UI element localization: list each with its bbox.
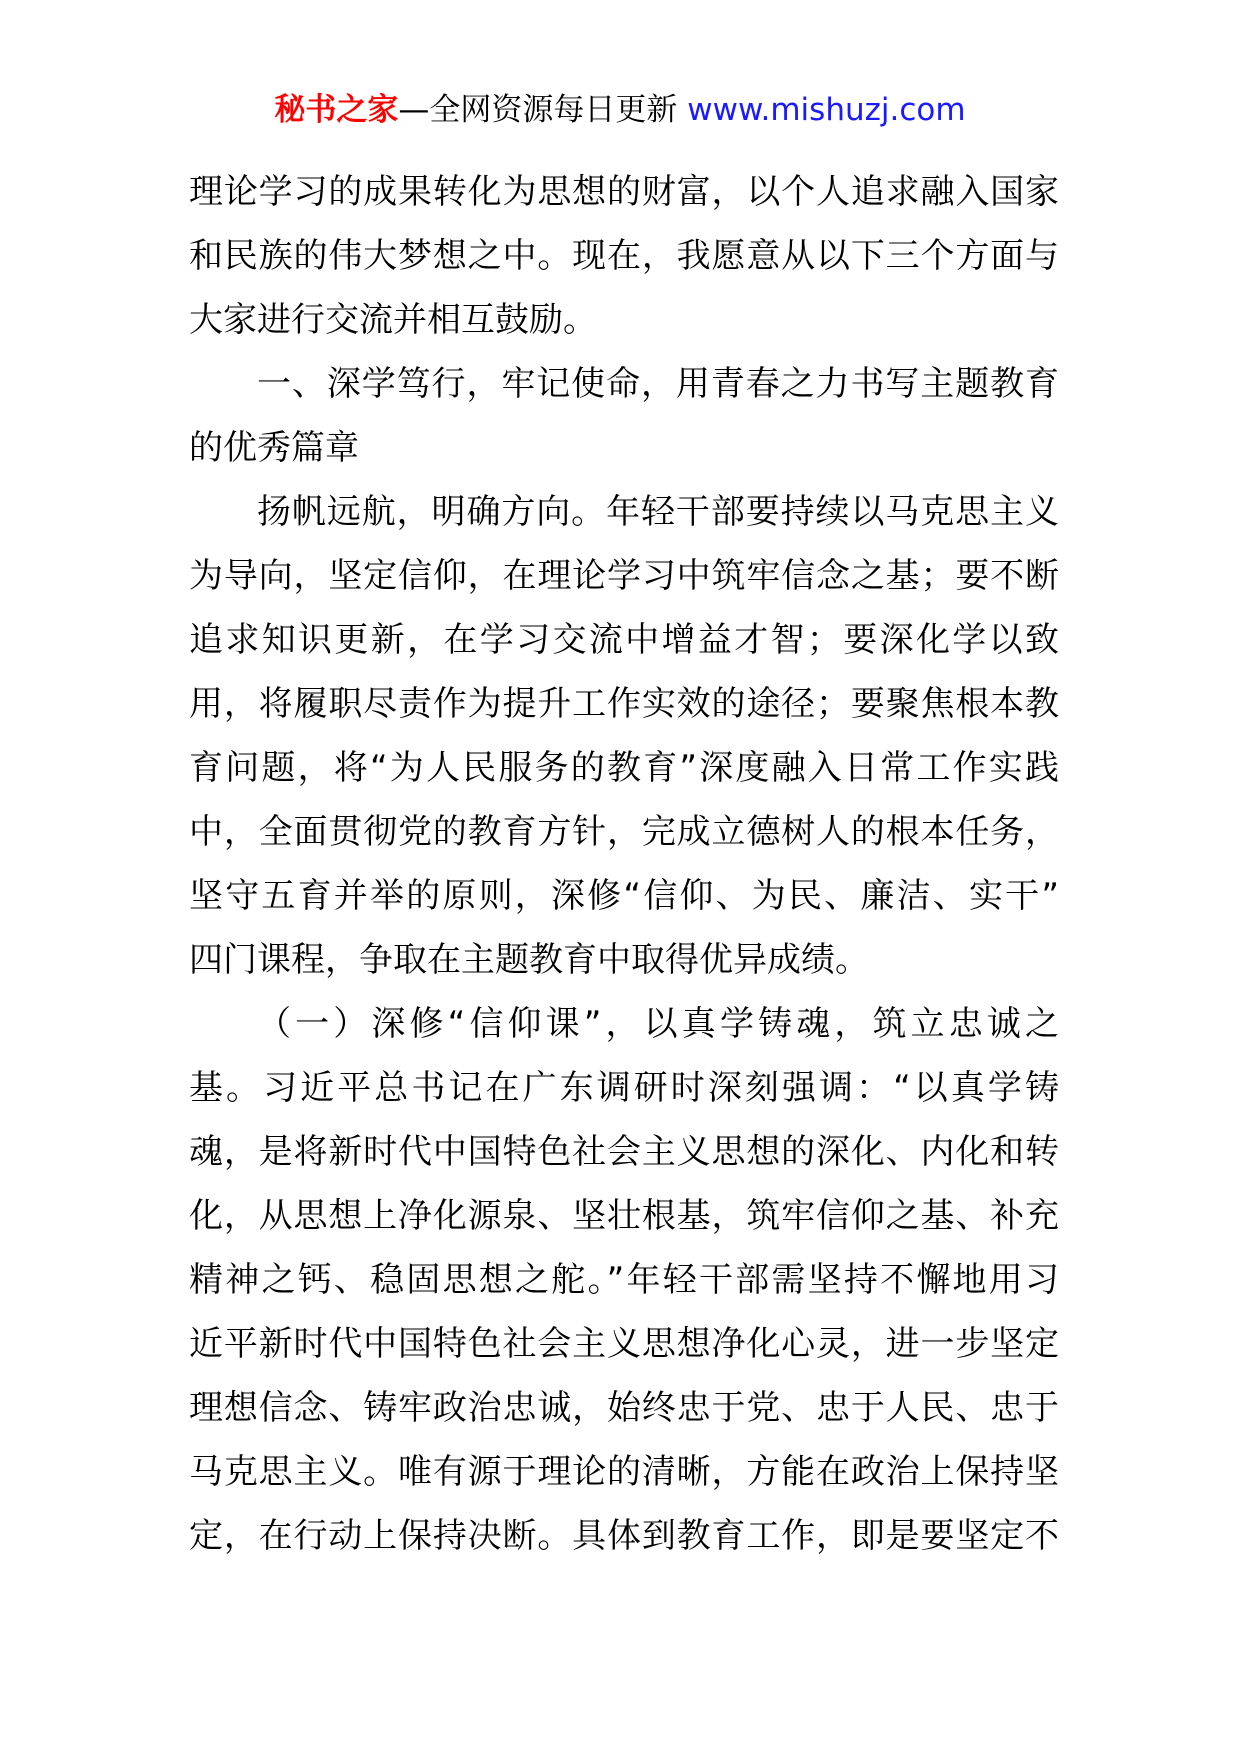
text-line: 理论学习的成果转化为思想的财富，以个人追求融入国家 — [189, 172, 1059, 212]
text-line: 中，全面贯彻党的教育方针，完成立德树人的根本任务， — [189, 812, 1059, 852]
text-line: 和民族的伟大梦想之中。现在，我愿意从以下三个方面与 — [189, 236, 1059, 276]
section-heading-line: 的优秀篇章 — [189, 428, 359, 468]
text-line: 基。习近平总书记在广东调研时深刻强调：“以真学铸 — [189, 1068, 1059, 1108]
site-url-link[interactable]: www.mishuzj.com — [687, 92, 966, 128]
text-line: 马克思主义。唯有源于理论的清晰，方能在政治上保持坚 — [189, 1452, 1059, 1492]
subsection-heading-line: （一）深修“信仰课”，以真学铸魂，筑立忠诚之 — [257, 1004, 1059, 1044]
document-body — [189, 160, 1059, 1568]
text-line: 魂，是将新时代中国特色社会主义思想的深化、内化和转 — [189, 1132, 1059, 1172]
text-line: 定，在行动上保持决断。具体到教育工作，即是要坚定不 — [189, 1516, 1059, 1556]
text-line: 育问题，将“为人民服务的教育”深度融入日常工作实践 — [189, 748, 1059, 788]
text-line: 化，从思想上净化源泉、坚壮根基，筑牢信仰之基、补充 — [189, 1196, 1059, 1236]
text-line: 扬帆远航，明确方向。年轻干部要持续以马克思主义 — [257, 492, 1059, 532]
text-line: 近平新时代中国特色社会主义思想净化心灵，进一步坚定 — [189, 1324, 1059, 1364]
site-brand: 秘书之家 — [274, 92, 399, 128]
site-tagline: —全网资源每日更新 — [398, 92, 688, 128]
section-heading-line: 一、深学笃行，牢记使命，用青春之力书写主题教育 — [257, 364, 1059, 404]
site-header — [0, 88, 1240, 132]
text-line: 四门课程，争取在主题教育中取得优异成绩。 — [189, 940, 869, 980]
text-line: 追求知识更新，在学习交流中增益才智；要深化学以致 — [189, 620, 1059, 660]
text-line: 理想信念、铸牢政治忠诚，始终忠于党、忠于人民、忠于 — [189, 1388, 1059, 1428]
text-line: 精神之钙、稳固思想之舵。”年轻干部需坚持不懈地用习 — [189, 1260, 1059, 1300]
text-line: 为导向，坚定信仰，在理论学习中筑牢信念之基；要不断 — [189, 556, 1059, 596]
text-line: 坚守五育并举的原则，深修“信仰、为民、廉洁、实干” — [189, 876, 1059, 916]
text-line: 用，将履职尽责作为提升工作实效的途径；要聚焦根本教 — [189, 684, 1059, 724]
text-line: 大家进行交流并相互鼓励。 — [189, 300, 597, 340]
